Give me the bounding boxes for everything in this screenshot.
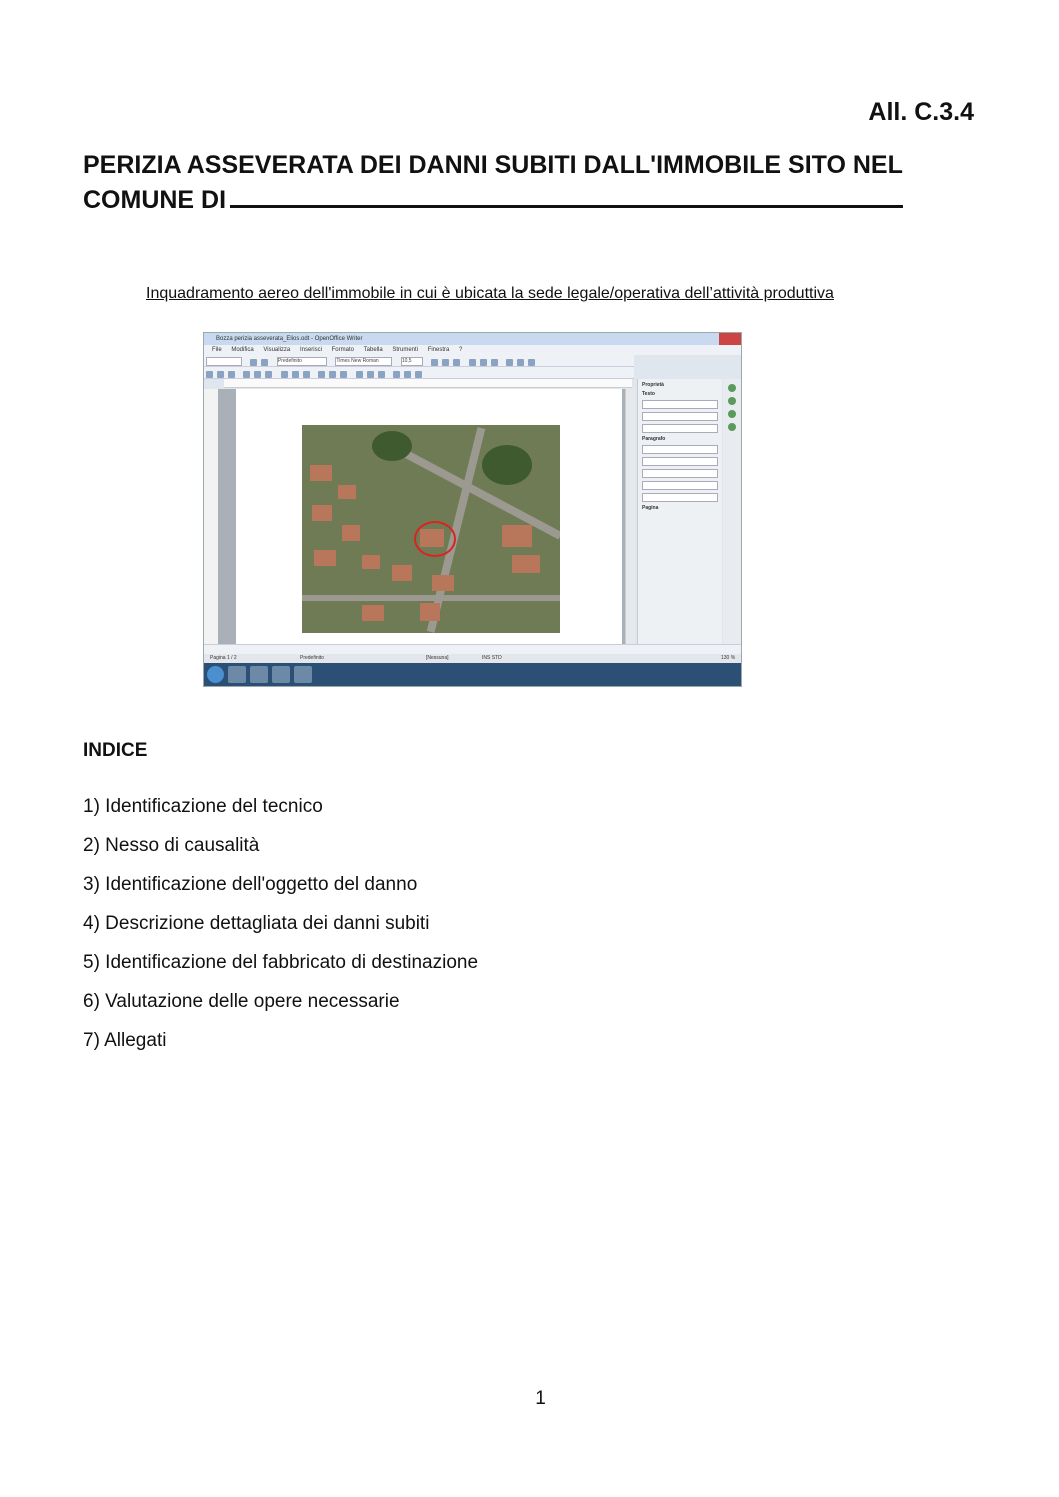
styles-icon [728, 397, 736, 405]
menu-item: File [212, 347, 222, 353]
toolbar-icon [378, 371, 385, 378]
building [392, 565, 412, 581]
index-heading: INDICE [83, 740, 148, 761]
building [312, 505, 332, 521]
sidebar-field [642, 457, 718, 466]
align-icon [491, 359, 498, 366]
menu-item: Visualizza [263, 347, 291, 353]
building [314, 550, 336, 566]
list-icon [517, 359, 524, 366]
sidebar-field [642, 445, 718, 454]
underline-icon [453, 359, 460, 366]
sidebar-section-page: Pagina [642, 505, 659, 511]
sidebar-field [642, 400, 718, 409]
toolbar-icon [254, 371, 261, 378]
toolbar-icon [404, 371, 411, 378]
sidebar-field [642, 424, 718, 433]
window-title: Bozza perizia asseverata_Elios.odt - OpenOffice Writer [216, 336, 363, 342]
vertical-scrollbar [625, 389, 635, 644]
building [362, 605, 384, 621]
search-field [206, 357, 242, 366]
document-title [83, 150, 913, 216]
tree-cluster [482, 445, 532, 485]
toolbar-icon [243, 371, 250, 378]
index-item: 5) Identificazione del fabbricato di destinazione [83, 952, 479, 973]
building [362, 555, 380, 569]
list-icon [506, 359, 513, 366]
toolbar-icon [303, 371, 310, 378]
ie-icon [272, 666, 290, 683]
sidebar-field [642, 469, 718, 478]
index-item: 1) Identificazione del tecnico [83, 796, 323, 817]
color-icon [528, 359, 535, 366]
toolbar-icon [340, 371, 347, 378]
toolbar-icon [281, 371, 288, 378]
index-item: 4) Descrizione dettagliata dei danni subiti [83, 913, 430, 934]
sidebar-deck-icons [723, 379, 741, 644]
sidebar-field [642, 412, 718, 421]
navigator-icon [728, 423, 736, 431]
toolbar-icon [356, 371, 363, 378]
sidebar-field [642, 493, 718, 502]
comune-blank-line [230, 181, 903, 208]
target-circle [414, 521, 456, 557]
start-icon [207, 666, 224, 683]
gallery-icon [728, 410, 736, 418]
font-field: Times New Roman [335, 357, 392, 366]
toolbar-icon [217, 371, 224, 378]
building [432, 575, 454, 591]
toolbar-icon [329, 371, 336, 378]
align-icon [480, 359, 487, 366]
road [302, 595, 560, 601]
aerial-photo [302, 425, 560, 633]
building [338, 485, 356, 499]
building [420, 603, 440, 621]
sidebar-section-paragraph: Paragrafo [642, 436, 666, 442]
browser-icon [228, 666, 246, 683]
page-number: 1 [535, 1388, 546, 1409]
toolbar-icon [318, 371, 325, 378]
embedded-screenshot [203, 332, 742, 687]
toolbar-icon [265, 371, 272, 378]
vertical-ruler [204, 389, 219, 644]
figure-caption: Inquadramento aereo dell'immobile in cui è ubicata la sede legale/operativa dell’attività produttiva [146, 285, 834, 302]
title-line-2-prefix: COMUNE DI [83, 186, 227, 214]
building [512, 555, 540, 573]
properties-sidebar [637, 379, 722, 644]
toolbar-icon [367, 371, 374, 378]
italic-icon [442, 359, 449, 366]
index-item: 6) Valutazione delle opere necessarie [83, 991, 400, 1012]
menu-item: Inserisci [299, 347, 322, 353]
building [310, 465, 332, 481]
toolbar-icon [261, 359, 268, 366]
properties-icon [728, 384, 736, 392]
folder-icon [250, 666, 268, 683]
title-line-1: PERIZIA ASSEVERATA DEI DANNI SUBITI DALL'IMMOBILE SITO NEL [83, 151, 903, 179]
menu-item: Formato [331, 347, 354, 353]
window-close-icon [719, 333, 741, 345]
index-item: 2) Nesso di causalità [83, 835, 260, 856]
index-item: 7) Allegati [83, 1030, 167, 1051]
menu-bar [204, 345, 741, 355]
toolbar-icon [415, 371, 422, 378]
toolbar-icon [250, 359, 257, 366]
toolbar-icon [228, 371, 235, 378]
toolbar-icon [292, 371, 299, 378]
sidebar-title: Proprietà [642, 382, 664, 388]
status-style: Predefinito [300, 655, 324, 661]
bold-icon [431, 359, 438, 366]
os-taskbar [204, 663, 741, 686]
status-language: [Nessuna] [426, 655, 449, 661]
tree-cluster [372, 431, 412, 461]
status-mode: INS STD [482, 655, 502, 661]
menu-item: Strumenti [392, 347, 419, 353]
building [342, 525, 360, 541]
index-item: 3) Identificazione dell'oggetto del danno [83, 874, 418, 895]
formatting-toolbar [204, 355, 634, 367]
menu-item: Modifica [231, 347, 254, 353]
standard-toolbar [204, 367, 634, 379]
building [502, 525, 532, 547]
status-zoom: 130 % [721, 655, 736, 661]
size-field: 10,5 [401, 357, 423, 366]
style-field: Predefinito [277, 357, 327, 366]
toolbar-icon [206, 371, 213, 378]
document-page [236, 389, 622, 644]
sidebar-field [642, 481, 718, 490]
index-list [83, 795, 478, 1068]
align-icon [469, 359, 476, 366]
title-line-2 [83, 181, 913, 216]
document-area [218, 389, 625, 644]
menu-item: Finestra [427, 347, 450, 353]
window-titlebar [204, 333, 741, 345]
horizontal-ruler [224, 379, 632, 388]
annex-label: All. C.3.4 [868, 98, 974, 126]
writer-icon [294, 666, 312, 683]
menu-item: Tabella [363, 347, 383, 353]
sidebar-section-text: Testo [642, 391, 655, 397]
status-bar [204, 654, 741, 663]
toolbar-icon [393, 371, 400, 378]
menu-item: ? [459, 347, 463, 353]
status-page: Pagina 1 / 2 [210, 655, 237, 661]
